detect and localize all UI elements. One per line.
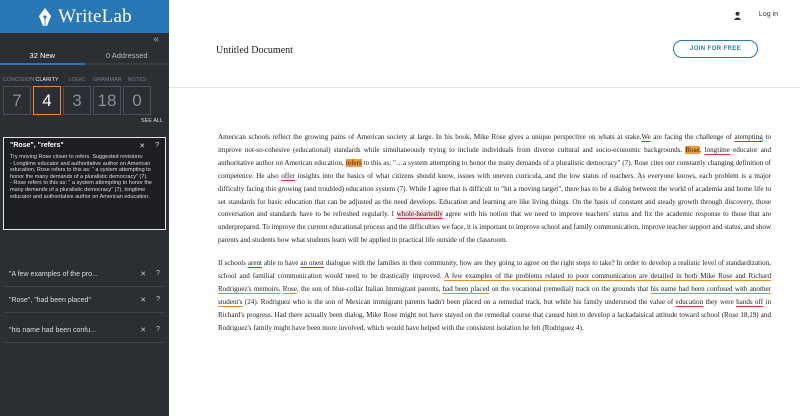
sidebar: [0, 0, 169, 416]
document-body[interactable]: [218, 131, 771, 345]
app-logo-text: WriteLab: [58, 5, 132, 27]
suggestion-card[interactable]: [3, 288, 166, 313]
flagged-phrase[interactable]: We: [641, 133, 651, 141]
flagged-phrase[interactable]: had been placed: [442, 284, 490, 293]
user-icon[interactable]: [733, 11, 742, 20]
text-run: insights into the basics of what citizens should know, issues with uneven curricula, and the low status of teachers. As everyone knows, each problem is a major difficulty facing this growing (and troubled) education system (7). While I agree that is difficult to "hit a moving target", there has to be a dialog between the world of academia and home life to set standards for basic education that can be adjusted as the need develops. Education and learning are like living things. On the basis of constant and steady growth through discovery, those conversation and standards have to be refreshed regularly. I: [218, 171, 771, 219]
flagged-phrase[interactable]: longtime: [704, 145, 730, 154]
flagged-phrase[interactable]: an onest: [300, 259, 324, 268]
document-title[interactable]: Untitled Document: [216, 45, 293, 56]
card-actions: [139, 142, 159, 150]
text-run: to improve not-so-cohesive (educational) standards while simultaneously trying to include individuals from diverse cultural and socio-economic backgrounds.: [218, 133, 771, 154]
flagged-phrase[interactable]: offer: [281, 171, 295, 180]
card-body: Try moving Rose closer to refers. Suggested revisions: - Longtime educator and authoritative author on American education, Rose refers to this as: " a system attempting to honor the many demands of a pluralistic democracy" (7). - Rose refers to this as: " a system attempting to honor the many demands of a pluralistic democracy" (7), longtime educator and authoritative author on American education.: [10, 154, 152, 200]
category-count-logic[interactable]: 3: [63, 86, 91, 115]
text-run: (24). Rodriguez who is the son of Mexican immigrant parents hadn't been placed on a remedial track, but while his family understood the value of: [242, 297, 676, 306]
category-count-concision[interactable]: 7: [3, 86, 31, 115]
close-icon[interactable]: ✕: [140, 327, 147, 334]
login-link[interactable]: Log in: [758, 11, 778, 18]
text-run: If schools: [218, 259, 248, 268]
category-labels: [0, 77, 169, 83]
text-run: in Richard's progress. Had there actually been dialog, Mike Rose might not have stayed on the remedial course that caused him to develop a lackadaisical attitude toward school (Rose 18,19) and Rodriguez's family might have been more involved, which would have helped with the consistent isolation he felt (Rodriguez 4).: [218, 297, 772, 332]
flagged-phrase[interactable]: hands off: [736, 297, 764, 306]
flagged-phrase[interactable]: Rose: [282, 284, 297, 293]
collapse-sidebar-icon[interactable]: «: [153, 34, 159, 45]
flagged-phrase[interactable]: atempting: [734, 133, 763, 141]
text-run: agree with his notion that we need to improve teachers' status and fix the academic response to those that are underprepared. To improve the current educational process and the difficulties we face, it is important to improve school and family communication, improve teacher support and status, and show parents and students how what students learn will be applied in practical life outside of the classroom.: [218, 210, 771, 245]
collapse-row: [0, 33, 169, 47]
document-header: [169, 33, 800, 88]
text-run: dialogue with the families in their community, how are they going to agree on the right steps to take? In order to develop a realistic level of standardization, school and familial communication would need to be drastically improved.: [218, 259, 771, 281]
join-for-free-button[interactable]: JOIN FOR FREE: [673, 40, 758, 58]
flagged-phrase[interactable]: education: [675, 297, 704, 306]
card-title: "his name had been confu...: [9, 326, 96, 334]
category-label-concision: CONCISION: [3, 77, 35, 83]
help-icon[interactable]: ?: [156, 296, 160, 303]
top-bar: [169, 0, 800, 33]
category-label-grammar: GRAMMAR: [93, 77, 122, 83]
see-all-link[interactable]: SEE ALL: [140, 118, 163, 124]
flagged-phrase[interactable]: whole-heartedly: [396, 210, 443, 219]
issue-tabs: [0, 47, 169, 65]
active-suggestion-card[interactable]: [3, 137, 166, 230]
category-label-logic: LOGIC: [68, 77, 86, 83]
text-run: able to have: [262, 259, 301, 268]
help-icon[interactable]: ?: [155, 142, 159, 149]
card-title: "A few examples of the pro...: [9, 270, 98, 278]
text-run: , the son of blue-collar Italian Immigrant parents,: [296, 284, 443, 293]
text-run: they were: [703, 297, 737, 306]
card-title: "Rose", "had been placed": [9, 296, 91, 304]
text-run: on the vocational (remedial) track on the grounds that: [489, 284, 651, 293]
category-count-clarity[interactable]: 4: [33, 86, 61, 115]
flagged-phrase[interactable]: arent: [247, 259, 262, 268]
flagged-phrase[interactable]: his name had been confused with another student's: [218, 284, 771, 306]
close-icon[interactable]: ✕: [140, 297, 147, 304]
help-icon[interactable]: ?: [156, 270, 160, 277]
category-label-clarity: CLARITY: [35, 77, 59, 83]
tab-addressed[interactable]: 0 Addressed: [85, 47, 170, 65]
suggestion-card[interactable]: [3, 318, 166, 343]
pen-nib-icon: [37, 7, 53, 27]
text-run: to this as: "…a system attempting to honor the many demands of a pluralistic democracy" (7). Rose cites our constantly changing definition of competence. He also: [218, 158, 772, 180]
close-icon[interactable]: ✕: [139, 143, 146, 150]
text-run: educator and authoritative author on American education,: [218, 145, 771, 167]
suggestion-card[interactable]: [3, 262, 166, 287]
close-icon[interactable]: ✕: [140, 271, 147, 278]
flagged-phrase[interactable]: refers: [345, 158, 362, 167]
paragraph-1[interactable]: [218, 131, 771, 247]
category-label-notes: NOTES: [127, 77, 147, 83]
category-count-notes[interactable]: 0: [123, 86, 151, 115]
help-icon[interactable]: ?: [156, 326, 160, 333]
logo-bar[interactable]: [0, 0, 169, 33]
category-counts: [0, 86, 169, 115]
flagged-phrase[interactable]: A few examples of the problems related to poor communication are detailed in both Mike Rose and Richard Rodriguez's memoirs.: [218, 272, 771, 293]
text-run: are facing the challenge of: [650, 133, 735, 141]
flagged-phrase[interactable]: Rose: [685, 145, 700, 154]
paragraph-2[interactable]: [218, 257, 771, 334]
text-run: ,: [699, 145, 705, 154]
text-run: American schools reflect the growing pains of American society at large. In his book, Mike Rose gives a unique perspective on whats at stake.: [218, 133, 642, 141]
card-title: "Rose", "refers": [10, 142, 64, 149]
tab-new[interactable]: 32 New: [0, 47, 85, 65]
category-count-grammar[interactable]: 18: [93, 86, 121, 115]
